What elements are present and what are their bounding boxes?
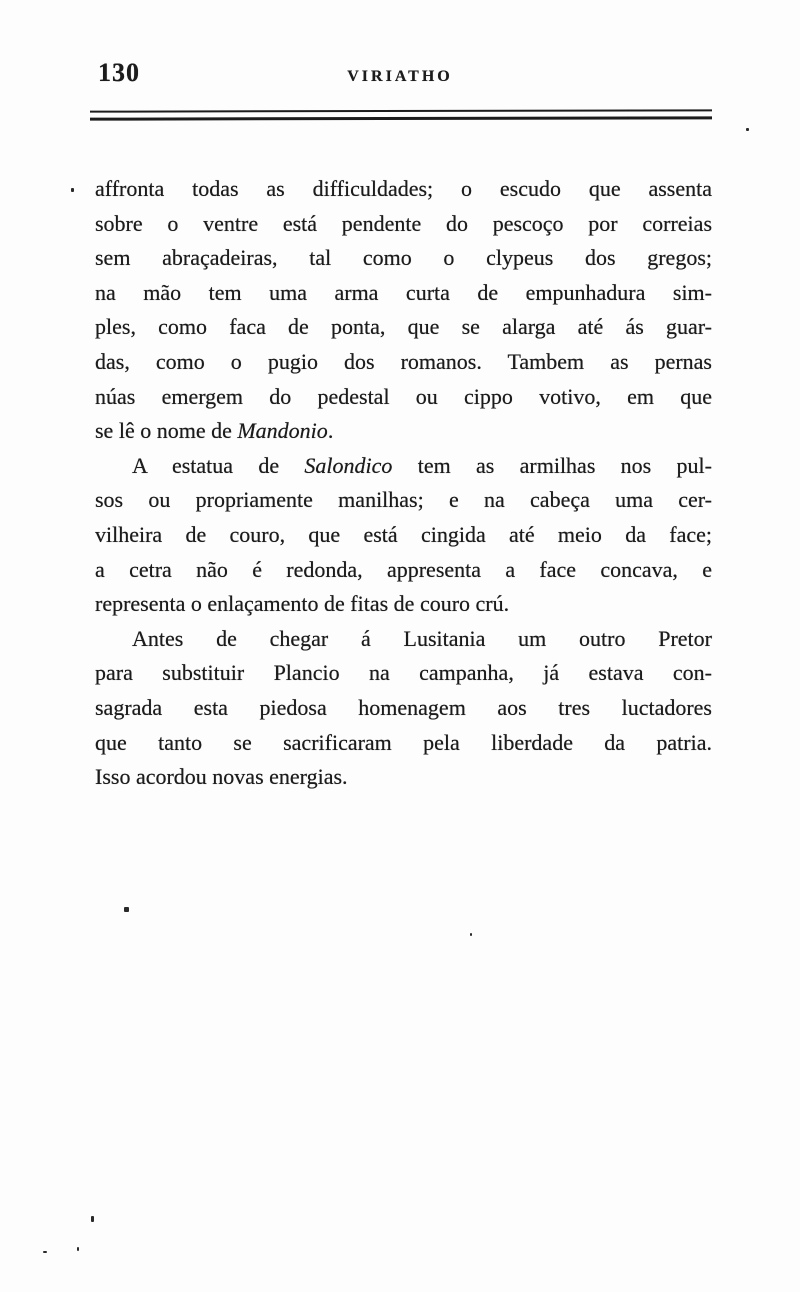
- header-double-rule: [90, 110, 712, 120]
- scan-speck: [470, 933, 472, 936]
- text-line: [95, 345, 712, 380]
- text-segment: affronta todas as difficuldades; o escudo que assenta: [95, 176, 712, 201]
- scan-speck: [43, 1251, 47, 1253]
- text-line: [95, 483, 712, 518]
- page-number: 130: [98, 58, 140, 87]
- text-segment: que tanto se sacrificaram pela liberdade da patria.: [95, 729, 712, 755]
- text-line: [95, 587, 712, 622]
- text-segment: a cetra não é redonda, appresenta a face concava, e: [95, 556, 712, 582]
- text-segment: sos ou propriamente manilhas; e na cabeça uma cer-: [95, 487, 712, 513]
- text-segment: Antes de chegar á Lusitania um outro Pretor: [132, 625, 712, 651]
- text-line: [95, 310, 712, 345]
- text-line: [95, 553, 712, 588]
- text-line: [95, 622, 712, 657]
- text-line: [95, 726, 712, 761]
- text-segment: para substituir Plancio na campanha, já estava con-: [95, 660, 712, 686]
- text-segment: núas emergem do pedestal ou cippo votivo, em que: [95, 383, 712, 409]
- scan-speck: [91, 1216, 94, 1222]
- text-segment: tem as armilhas nos pul-: [392, 452, 712, 478]
- scan-speck: [77, 1247, 79, 1251]
- text-segment: ples, como faca de ponta, que se alarga até ás guar-: [95, 314, 712, 340]
- paragraph: [95, 449, 712, 622]
- italic-term: Mandonio: [237, 418, 328, 444]
- text-segment: na mão tem uma arma curta de empunhadura sim-: [95, 279, 712, 305]
- text-line: [95, 656, 712, 691]
- text-segment: representa o enlaçamento de fitas de couro crú.: [95, 591, 510, 617]
- text-line: [95, 760, 712, 795]
- text-line: [95, 449, 712, 484]
- scan-speck: [124, 907, 129, 912]
- text-segment: A estatua de: [132, 452, 305, 478]
- text-segment: Isso acordou novas energias.: [95, 764, 348, 790]
- running-title: VIRIATHO: [347, 68, 453, 85]
- text-line: [95, 518, 712, 553]
- paragraph: [95, 622, 712, 795]
- text-line: [95, 172, 712, 207]
- text-segment: se lê o nome de: [95, 418, 238, 444]
- text-segment: vilheira de couro, que está cingida até meio da face;: [95, 521, 712, 547]
- rule-bottom: [90, 116, 712, 120]
- text-segment: das, como o pugio dos romanos. Tambem as pernas: [95, 348, 712, 374]
- body-text: [95, 172, 712, 795]
- rule-top: [90, 109, 712, 112]
- scan-speck: [71, 188, 74, 192]
- text-line: [95, 207, 712, 242]
- paragraph: [95, 172, 712, 449]
- text-segment: .: [327, 418, 334, 444]
- text-segment: sagrada esta piedosa homenagem aos tres luctadores: [95, 694, 712, 720]
- text-segment: sem abraçadeiras, tal como o clypeus dos gregos;: [95, 245, 712, 271]
- text-line: [95, 691, 712, 726]
- scan-speck: [746, 128, 749, 131]
- text-line: [95, 414, 712, 449]
- text-line: [95, 380, 712, 415]
- text-line: [95, 241, 712, 276]
- italic-term: Salondico: [304, 452, 393, 478]
- text-segment: sobre o ventre está pendente do pescoço por correias: [95, 210, 712, 236]
- text-line: [95, 276, 712, 311]
